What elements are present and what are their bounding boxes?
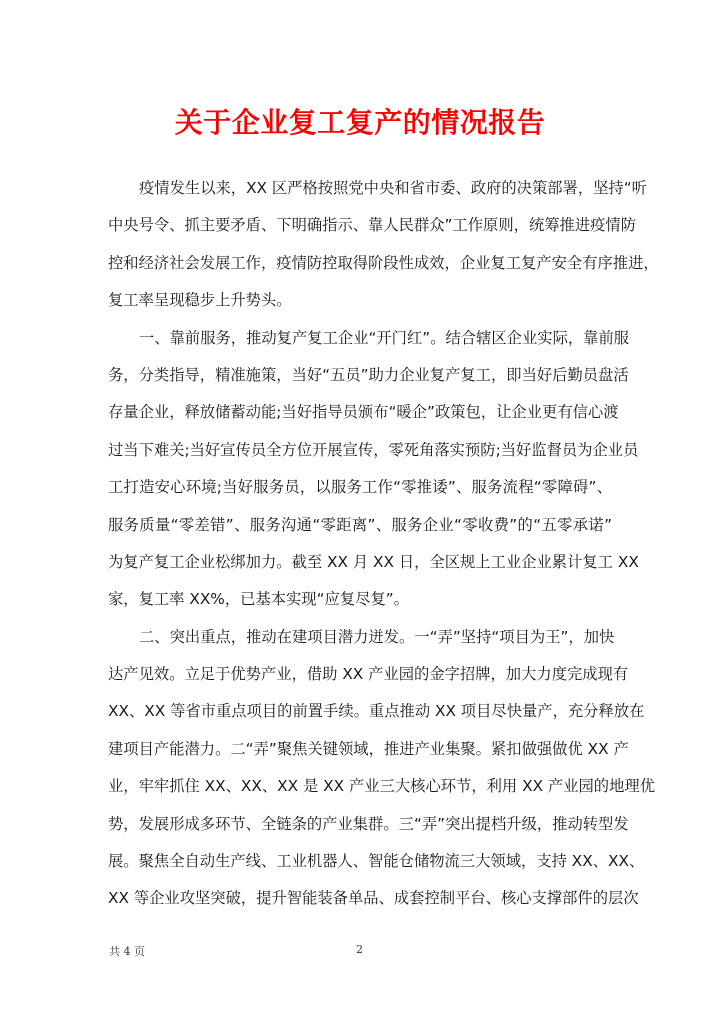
text-line: 服务质量“零差错”、服务沟通“零距离”、服务企业“零收费”的“五零承诺” [108, 515, 612, 534]
text-line: 存量企业，释放储蓄动能;当好指导员颁布“暖企”政策包，让企业更有信心渡 [108, 403, 619, 422]
text-line: 工打造安心环境;当好服务员，以服务工作“零推诿”、服务流程“零障碍”、 [108, 478, 612, 497]
text-line: 为复产复工企业松绑加力。截至 XX 月 XX 日，全区规上工业企业累计复工 XX [108, 552, 639, 571]
text-line: XX 等企业攻坚突破，提升智能装备单品、成套控制平台、核心支撑部件的层次 [108, 889, 639, 908]
document-title: 关于企业复工复产的情况报告 [174, 106, 546, 139]
text-line: 展。聚焦全自动生产线、工业机器人、智能仓储物流三大领域，支持 XX、XX、 [108, 852, 645, 871]
text-line: 一、靠前服务，推动复产复工企业“开门红”。结合辖区企业实际，靠前服 [139, 328, 630, 347]
text-line: 业，牢牢抓住 XX、XX、XX 是 XX 产业三大核心环节，利用 XX 产业园的地理优 [108, 777, 655, 796]
text-line: XX、XX 等省市重点项目的前置手续。重点推动 XX 项目尽快量产，充分释放在 [108, 702, 645, 721]
text-line: 疫情发生以来，XX 区严格按照党中央和省市委、政府的决策部署，坚持“听 [139, 179, 647, 197]
document-body [108, 176, 659, 924]
paragraph-section-2 [108, 625, 655, 924]
total-pages-label: 共 4 页 [109, 945, 145, 958]
paragraph-intro [108, 176, 659, 326]
text-line: 控和经济社会发展工作，疫情防控取得阶段性成效，企业复工复产安全有序推进， [108, 253, 659, 272]
text-line: 二、突出重点，推动在建项目潜力迸发。一“弄”坚持“项目为王”，加快 [139, 627, 615, 646]
text-line: 达产见效。立足于优势产业，借助 XX 产业园的金字招牌，加大力度完成现有 [108, 665, 629, 684]
text-line: 中央号令、抓主要矛盾、下明确指示、靠人民群众”工作原则，统筹推进疫情防 [108, 216, 637, 235]
paragraph-section-1 [108, 326, 639, 625]
text-line: 建项目产能潜力。二“弄”聚焦关键领域，推进产业集聚。紧扣做强做优 XX 产 [108, 739, 629, 758]
text-line: 复工率呈现稳步上升势头。 [108, 291, 292, 310]
text-line: 务，分类指导，精准施策，当好“五员”助力企业复产复工，即当好后勤员盘活 [108, 365, 629, 384]
text-line: 过当下难关;当好宣传员全方位开展宣传，零死角落实预防;当好监督员为企业员 [108, 440, 639, 459]
page-number: 2 [356, 943, 363, 956]
text-line: 势，发展形成多环节、全链条的产业集群。三“弄”突出提档升级，推动转型发 [108, 814, 629, 833]
text-line: 家，复工率 XX%，已基本实现“应复尽复”。 [108, 590, 409, 609]
